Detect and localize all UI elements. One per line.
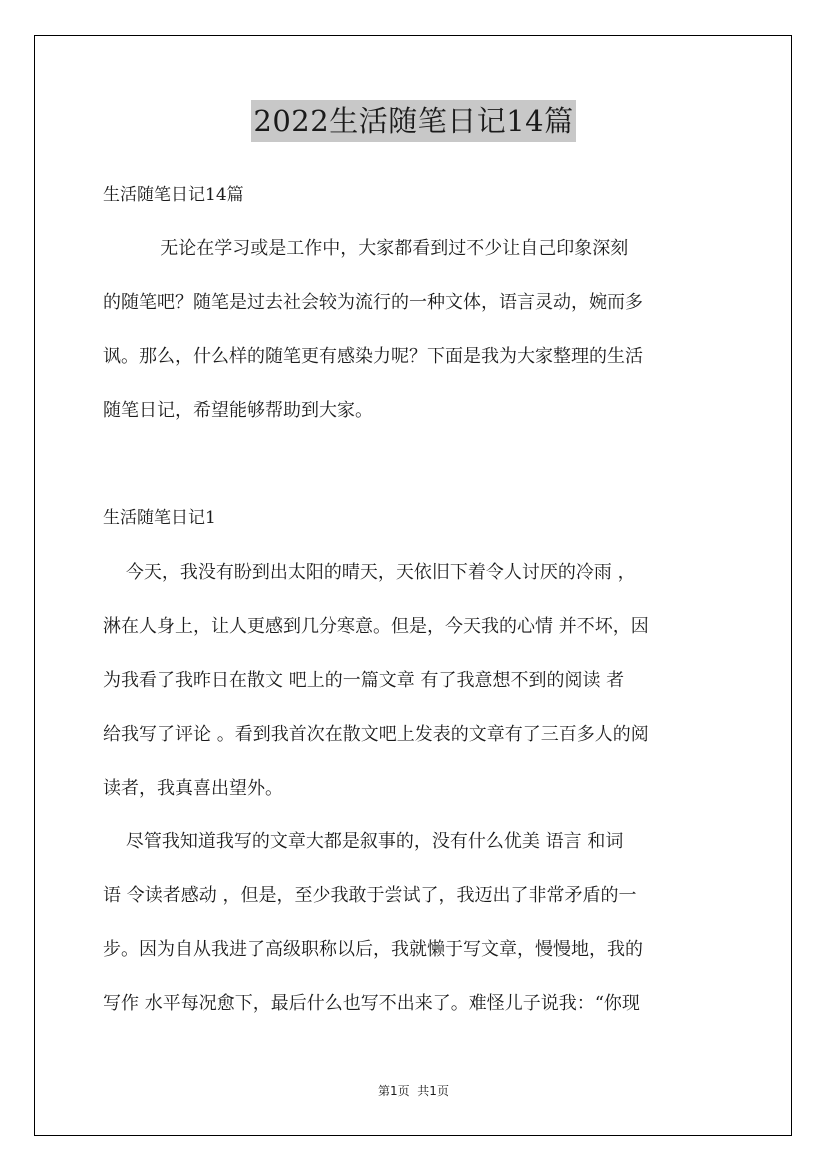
document-subtitle: 生活随笔日记14篇 bbox=[103, 185, 244, 205]
paragraph-line: 今天，我没有盼到出太阳的晴天，天依旧下着令人讨厌的冷雨 ， bbox=[103, 562, 636, 583]
paragraph-line: 读者，我真喜出望外。 bbox=[103, 778, 283, 799]
paragraph-line: 为我看了我昨日在散文 吧上的一篇文章 有了我意想不到的阅读 者 bbox=[103, 670, 625, 691]
paragraph-line: 尽管我知道我写的文章大都是叙事的，没有什么优美 语言 和词 bbox=[103, 831, 624, 852]
page-footer: 第1页 共1页 bbox=[378, 1084, 449, 1098]
paragraph-line: 写作 水平每况愈下，最后什么也写不出来了。难怪儿子说我：“你现 bbox=[103, 993, 640, 1014]
paragraph-line: 给我写了评论 。看到我首次在散文吧上发表的文章有了三百多人的阅 bbox=[103, 724, 649, 745]
paragraph-line: 淋在人身上，让人更感到几分寒意。但是，今天我的心情 并不坏，因 bbox=[103, 616, 649, 637]
paragraph-line: 随笔日记，希望能够帮助到大家。 bbox=[103, 400, 373, 421]
paragraph-line: 的随笔吧？随笔是过去社会较为流行的一种文体，语言灵动，婉而多 bbox=[103, 292, 643, 313]
intro-paragraph bbox=[103, 222, 728, 438]
body-paragraph-2 bbox=[103, 815, 728, 1031]
document-title: 2022生活随笔日记14篇 bbox=[251, 100, 575, 142]
paragraph-line: 讽。那么，什么样的随笔更有感染力呢？下面是我为大家整理的生活 bbox=[103, 346, 643, 367]
title-container bbox=[0, 100, 827, 142]
paragraph-line: 语 令读者感动 ，但是，至少我敢于尝试了，我迈出了非常矛盾的一 bbox=[103, 885, 637, 906]
paragraph-line: 无论在学习或是工作中，大家都看到过不少让自己印象深刻 bbox=[103, 238, 629, 259]
paragraph-line: 步。因为自从我进了高级职称以后，我就懒于写文章，慢慢地，我的 bbox=[103, 939, 643, 960]
section-heading: 生活随笔日记1 bbox=[103, 508, 216, 528]
body-paragraph-1 bbox=[103, 546, 728, 816]
